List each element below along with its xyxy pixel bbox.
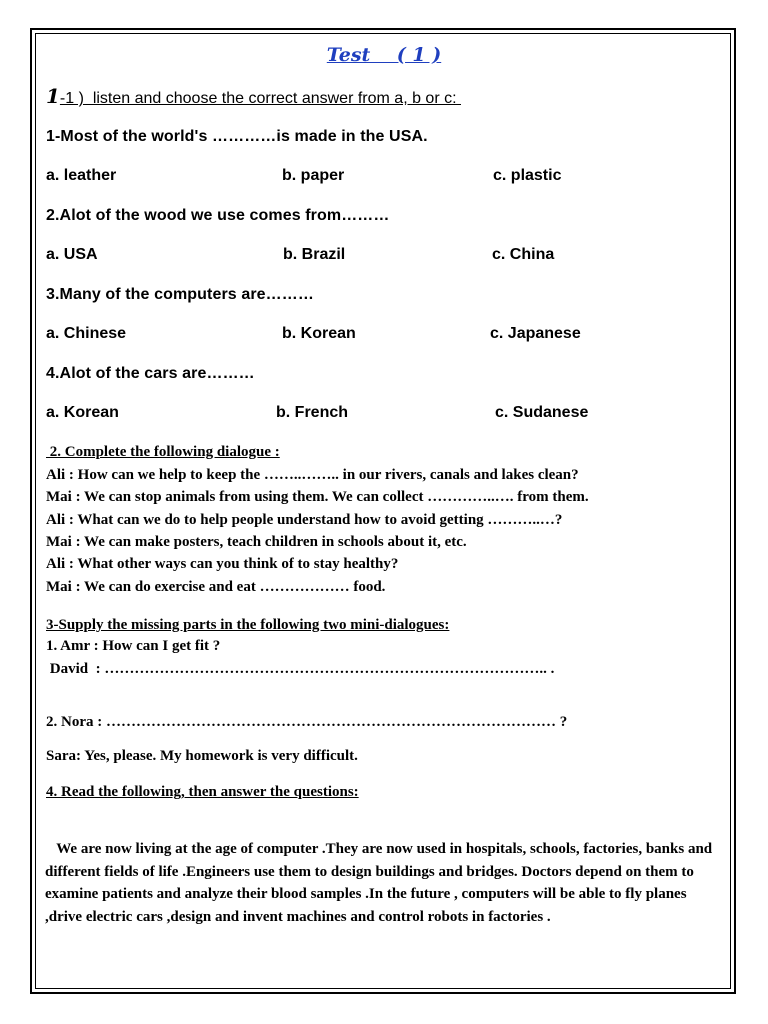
q1-1-option-c: c. plastic [493,167,562,184]
q1-2-option-a: a. USA [46,246,98,263]
q1-1-option-b: b. paper [282,167,345,184]
q1-3-option-b: b. Korean [282,325,356,342]
q1-question-2: 2.Alot of the wood we use comes from……… [46,207,390,224]
q1-4-option-c: c. Sudanese [495,404,589,421]
q2-dialogue-line: Ali : What other ways can you think of to stay healthy? [46,556,399,572]
q1-3-option-a: a. Chinese [46,325,127,342]
q4-heading: 4. Read the following, then answer the questions: [46,784,359,800]
q1-2-option-b: b. Brazil [283,246,346,263]
q2-heading: 2. Complete the following dialogue : [46,444,280,460]
q2-dialogue-line: Ali : How can we help to keep the ……..…….. in our rivers, canals and lakes clean? [46,467,579,483]
q1-4-option-b: b. French [276,404,349,421]
q2-dialogue-line: Ali : What can we do to help people understand how to avoid getting ………..…? [46,512,563,528]
q3-line-amr: 1. Amr : How can I get fit ? [46,638,221,654]
q1-3-option-c: c. Japanese [490,325,581,342]
q1-heading-text: -1 ) listen and choose the correct answer from a, b or c: [59,90,461,107]
q3-line-sara: Sara: Yes, please. My homework is very difficult. [46,748,358,764]
q1-2-option-c: c. China [492,246,555,263]
q1-question-4: 4.Alot of the cars are……… [46,365,255,382]
q4-reading-passage [45,838,719,928]
q3-line-nora: 2. Nora : ……………………………………………………………………………… ? [46,714,568,730]
q2-dialogue-line: Mai : We can stop animals from using them. We can collect …………..…. from them. [46,489,589,505]
test-title: Test ( 1 ) [326,44,442,66]
q1-question-1: 1-Most of the world's …………is made in the USA. [46,128,428,145]
q1-heading [46,84,461,108]
q1-question-3: 3.Many of the computers are……… [46,286,314,303]
q1-heading-number: 1 [46,84,60,108]
q3-line-david: David : …………………………………………………………………………….. . [46,661,555,677]
q2-dialogue-line: Mai : We can make posters, teach children in schools about it, etc. [46,534,467,550]
q2-dialogue-line: Mai : We can do exercise and eat ……………… food. [46,579,386,595]
q1-4-option-a: a. Korean [46,404,119,421]
q3-heading: 3-Supply the missing parts in the following two mini-dialogues: [46,617,450,633]
q4-passage-text: We are now living at the age of computer .They are now used in hospitals, schools, factories, banks and different fields of life .Engineers use them to design buildings and bridges. Doctors depend on them to examine patients and analyze their blood samples .In the future , computers will be able to fly planes ,drive electric cars ,design and invent machines and control robots in factories . [45,841,716,925]
q1-1-option-a: a. leather [46,167,117,184]
